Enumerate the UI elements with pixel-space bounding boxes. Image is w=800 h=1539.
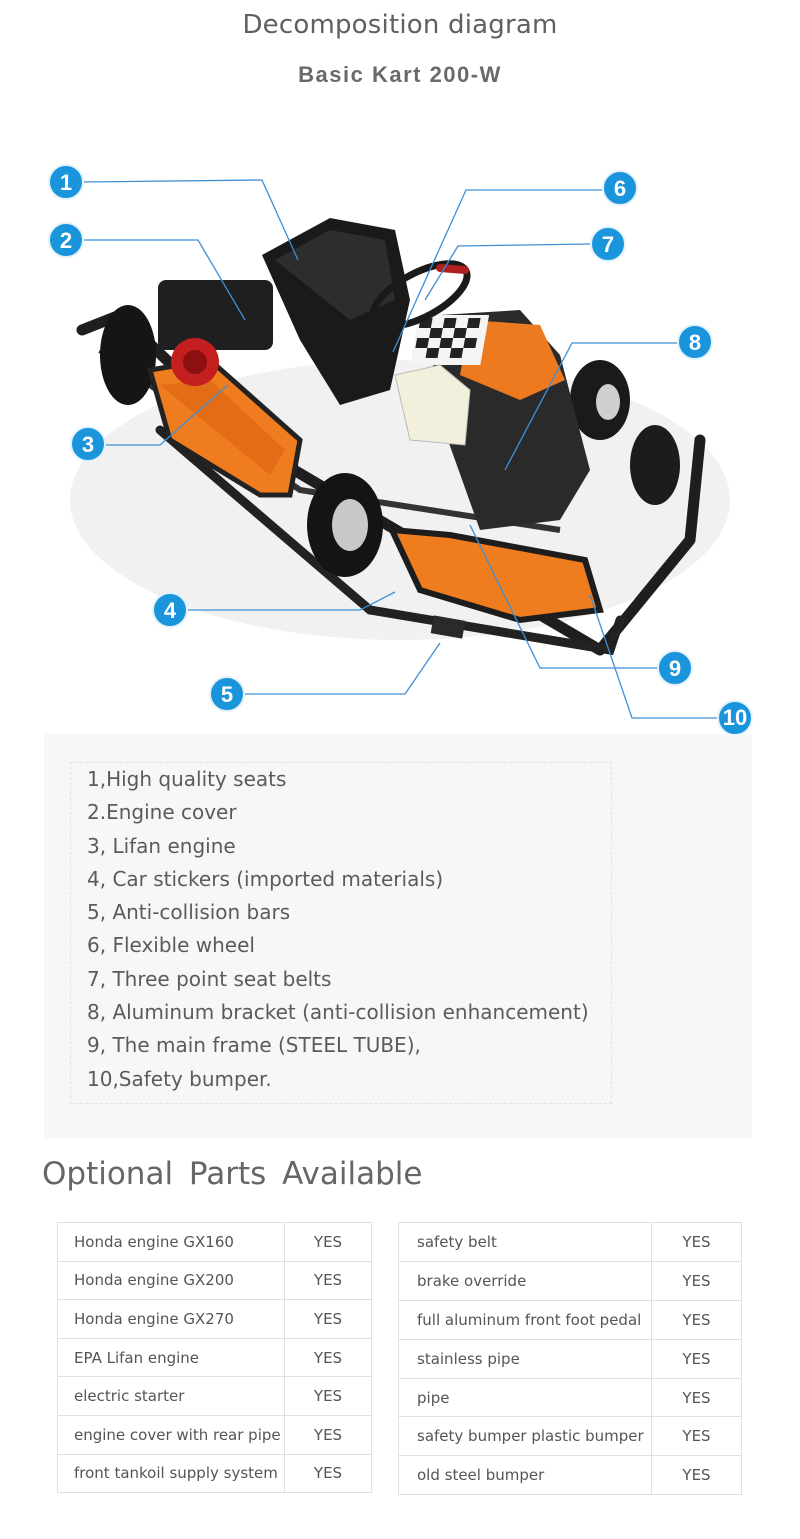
table-row: [58, 1223, 372, 1262]
part-availability: YES: [652, 1417, 742, 1456]
svg-text:10: 10: [722, 705, 748, 730]
part-availability: YES: [652, 1300, 742, 1339]
rear-wheel: [100, 305, 156, 405]
part-name: Honda engine GX160: [58, 1223, 285, 1262]
svg-text:3: 3: [81, 432, 95, 457]
table-row: [58, 1454, 372, 1493]
description-item-7: 7, Three point seat belts: [87, 966, 332, 991]
description-item-9: 9, The main frame (STEEL TUBE),: [87, 1033, 421, 1058]
part-availability: YES: [652, 1223, 742, 1262]
parts-description-list: [87, 763, 589, 1096]
part-name: EPA Lifan engine: [58, 1338, 285, 1377]
part-availability: YES: [285, 1300, 372, 1339]
product-subtitle: Basic Kart 200-W: [298, 62, 502, 87]
part-availability: YES: [285, 1415, 372, 1454]
svg-text:4: 4: [163, 598, 177, 623]
table-row: [399, 1300, 742, 1339]
svg-text:1: 1: [59, 170, 73, 195]
parts-description-panel: [44, 734, 752, 1138]
optional-parts-title: Optional Parts Available: [42, 1156, 423, 1192]
part-name: engine cover with rear pipe: [58, 1415, 285, 1454]
engine-cover: [158, 280, 273, 350]
part-name: stainless pipe: [399, 1339, 652, 1378]
svg-text:8: 8: [688, 330, 702, 355]
leader-line-1: [82, 180, 298, 260]
callout-8: [678, 325, 712, 359]
part-name: Honda engine GX200: [58, 1261, 285, 1300]
description-item-3: 3, Lifan engine: [87, 833, 236, 858]
callout-7: [591, 227, 625, 261]
callout-5: [210, 677, 244, 711]
part-name: safety belt: [399, 1223, 652, 1262]
part-availability: YES: [285, 1261, 372, 1300]
svg-text:2: 2: [59, 228, 73, 253]
callout-9: [658, 651, 692, 685]
description-item-10: 10,Safety bumper.: [87, 1066, 272, 1091]
part-availability: YES: [285, 1338, 372, 1377]
description-item-6: 6, Flexible wheel: [87, 933, 255, 958]
part-name: brake override: [399, 1261, 652, 1300]
part-name: full aluminum front foot pedal: [399, 1300, 652, 1339]
table-row: [58, 1300, 372, 1339]
table-row: [58, 1377, 372, 1416]
part-name: old steel bumper: [399, 1456, 652, 1495]
optional-parts-table-right: [398, 1222, 742, 1495]
part-name: Honda engine GX270: [58, 1300, 285, 1339]
part-availability: YES: [652, 1456, 742, 1495]
table-row: [399, 1339, 742, 1378]
part-availability: YES: [652, 1378, 742, 1417]
table-row: [58, 1338, 372, 1377]
table-row: [399, 1456, 742, 1495]
part-name: front tankoil supply system: [58, 1454, 285, 1493]
table-row: [399, 1261, 742, 1300]
callout-1: [49, 165, 83, 199]
part-name: safety bumper plastic bumper: [399, 1417, 652, 1456]
part-name: electric starter: [58, 1377, 285, 1416]
description-item-8: 8, Aluminum bracket (anti-collision enhancement): [87, 1000, 589, 1025]
parts-description-box: [70, 762, 612, 1104]
table-row: [399, 1417, 742, 1456]
callout-10: [718, 701, 752, 735]
part-availability: YES: [652, 1339, 742, 1378]
part-name: pipe: [399, 1378, 652, 1417]
table-row: [399, 1378, 742, 1417]
kart-decomposition-diagram: [0, 140, 800, 740]
table-row: [399, 1223, 742, 1262]
part-availability: YES: [285, 1223, 372, 1262]
checkered-panel: [410, 315, 489, 365]
description-item-1: 1,High quality seats: [87, 767, 287, 791]
description-item-2: 2.Engine cover: [87, 800, 237, 825]
part-availability: YES: [652, 1261, 742, 1300]
part-availability: YES: [285, 1454, 372, 1493]
page-title: Decomposition diagram: [242, 10, 558, 40]
table-row: [58, 1261, 372, 1300]
callout-4: [153, 593, 187, 627]
callout-3: [71, 427, 105, 461]
svg-text:7: 7: [601, 232, 615, 257]
svg-text:9: 9: [668, 656, 682, 681]
optional-parts-table-left: [57, 1222, 372, 1493]
callout-6: [603, 171, 637, 205]
svg-text:6: 6: [613, 176, 627, 201]
callout-2: [49, 223, 83, 257]
leader-line-10: [590, 595, 718, 718]
svg-text:5: 5: [220, 682, 234, 707]
part-availability: YES: [285, 1377, 372, 1416]
leader-line-5: [243, 643, 440, 694]
description-item-4: 4, Car stickers (imported materials): [87, 866, 444, 891]
table-row: [58, 1415, 372, 1454]
go-kart-image: [70, 218, 730, 650]
description-item-5: 5, Anti-collision bars: [87, 900, 291, 925]
